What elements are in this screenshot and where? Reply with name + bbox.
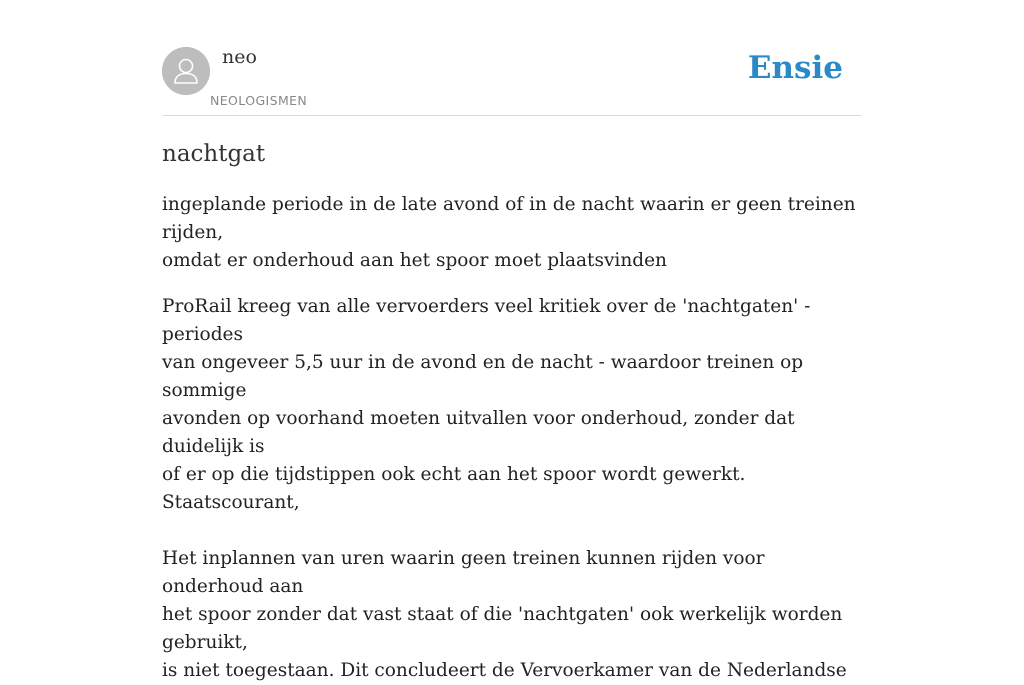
- example-line: avonden op voorhand moeten uitvallen voor onderhoud, zonder dat duidelijk is: [162, 408, 795, 457]
- example-line: of er op die tijdstippen ook echt aan het spoor wordt gewerkt.: [162, 464, 746, 485]
- definition-line: ingeplande periode in de late avond of in de nacht waarin er geen treinen rijden,: [162, 194, 856, 243]
- example-source: Staatscourant,: [162, 492, 300, 513]
- definition-line: omdat er onderhoud aan het spoor moet plaatsvinden: [162, 250, 667, 271]
- entry-content: [162, 137, 862, 685]
- entry-example: [162, 293, 862, 685]
- user-silhouette-icon: [162, 47, 210, 95]
- username-link[interactable]: neo: [222, 46, 257, 68]
- avatar[interactable]: [162, 47, 210, 95]
- example-line: van ongeveer 5,5 uur in de avond en de nacht - waardoor treinen op sommige: [162, 352, 804, 401]
- example-line: ProRail kreeg van alle vervoerders veel kritiek over de 'nachtgaten' - periodes: [162, 296, 811, 345]
- example-line: Het inplannen van uren waarin geen treinen kunnen rijden voor onderhoud aan: [162, 548, 765, 597]
- entry-definition: [162, 191, 862, 275]
- entry-title: nachtgat: [162, 141, 266, 167]
- example-line: het spoor zonder dat vast staat of die 'nachtgaten' ook werkelijk worden gebruikt,: [162, 604, 843, 653]
- paragraph-spacer: [162, 517, 862, 545]
- ensie-logo[interactable]: Ensie: [747, 50, 843, 86]
- profile-header: [162, 40, 862, 116]
- group-link[interactable]: NEOLOGISMEN: [210, 93, 308, 108]
- example-line: is niet toegestaan. Dit concludeert de Vervoerkamer van de Nederlandse: [162, 660, 847, 681]
